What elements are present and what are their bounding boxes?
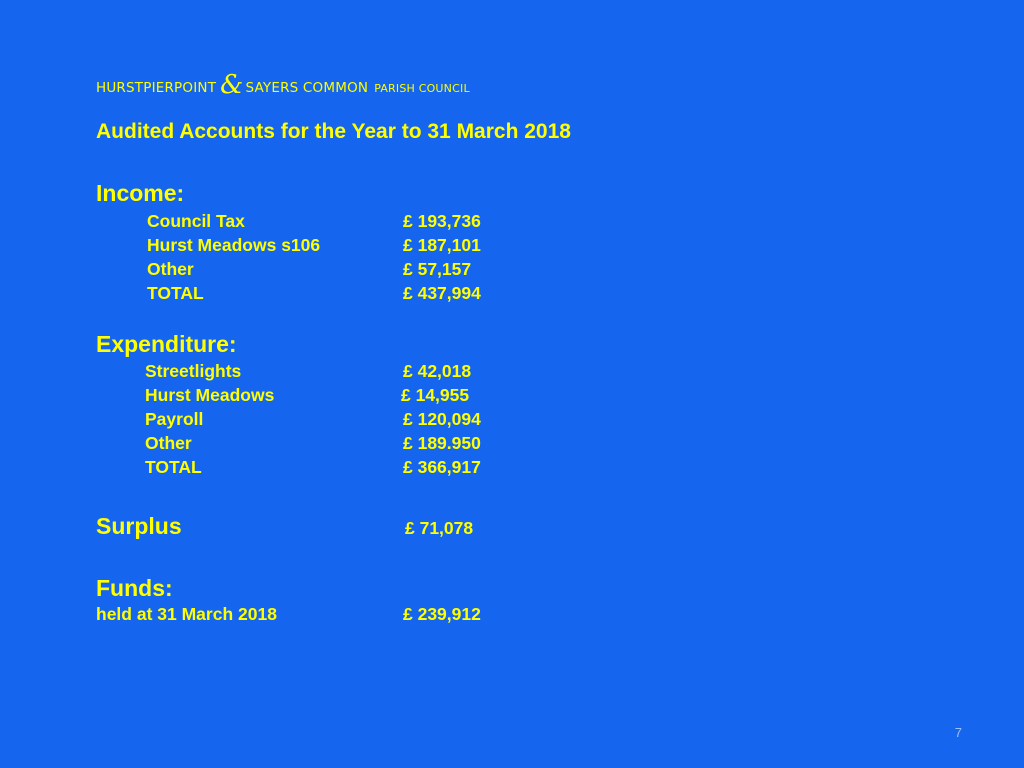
expenditure-row-amount: £ 42,018 (403, 361, 472, 381)
expenditure-row-amount: £ 14,955 (401, 385, 470, 405)
funds-amount: £ 239,912 (403, 604, 481, 624)
council-header (96, 72, 470, 98)
expenditure-heading: Expenditure: (96, 331, 237, 357)
page-title: Audited Accounts for the Year to 31 March 2018 (96, 120, 571, 143)
header-ampersand: & (220, 70, 244, 100)
income-row-amount: £ 193,736 (403, 211, 481, 231)
expenditure-row-label: Other (145, 433, 192, 453)
surplus-heading: Surplus (96, 513, 182, 539)
surplus-amount: £ 71,078 (405, 518, 474, 538)
expenditure-row-label: Streetlights (145, 361, 242, 381)
header-suffix: PARISH COUNCIL (374, 82, 470, 95)
income-row-amount: £ 57,157 (403, 259, 472, 279)
expenditure-total-label: TOTAL (145, 457, 202, 477)
expenditure-row-label: Payroll (145, 409, 204, 429)
header-name-part2: SAYERS COMMON (245, 80, 369, 96)
page-number: 7 (954, 725, 962, 740)
expenditure-row-amount: £ 189.950 (403, 433, 481, 453)
income-row-amount: £ 187,101 (403, 235, 481, 255)
header-name-part1: HURSTPIERPOINT (96, 80, 217, 96)
income-row-label: Council Tax (147, 211, 245, 231)
expenditure-total-amount: £ 366,917 (403, 457, 481, 477)
funds-label: held at 31 March 2018 (96, 604, 277, 624)
funds-heading: Funds: (96, 575, 173, 601)
income-heading: Income: (96, 180, 185, 206)
income-row-label: Hurst Meadows s106 (147, 235, 321, 255)
expenditure-row-label: Hurst Meadows (145, 385, 275, 405)
income-total-label: TOTAL (147, 283, 204, 303)
income-row-label: Other (147, 259, 194, 279)
expenditure-row-amount: £ 120,094 (403, 409, 481, 429)
income-total-amount: £ 437,994 (403, 283, 481, 303)
